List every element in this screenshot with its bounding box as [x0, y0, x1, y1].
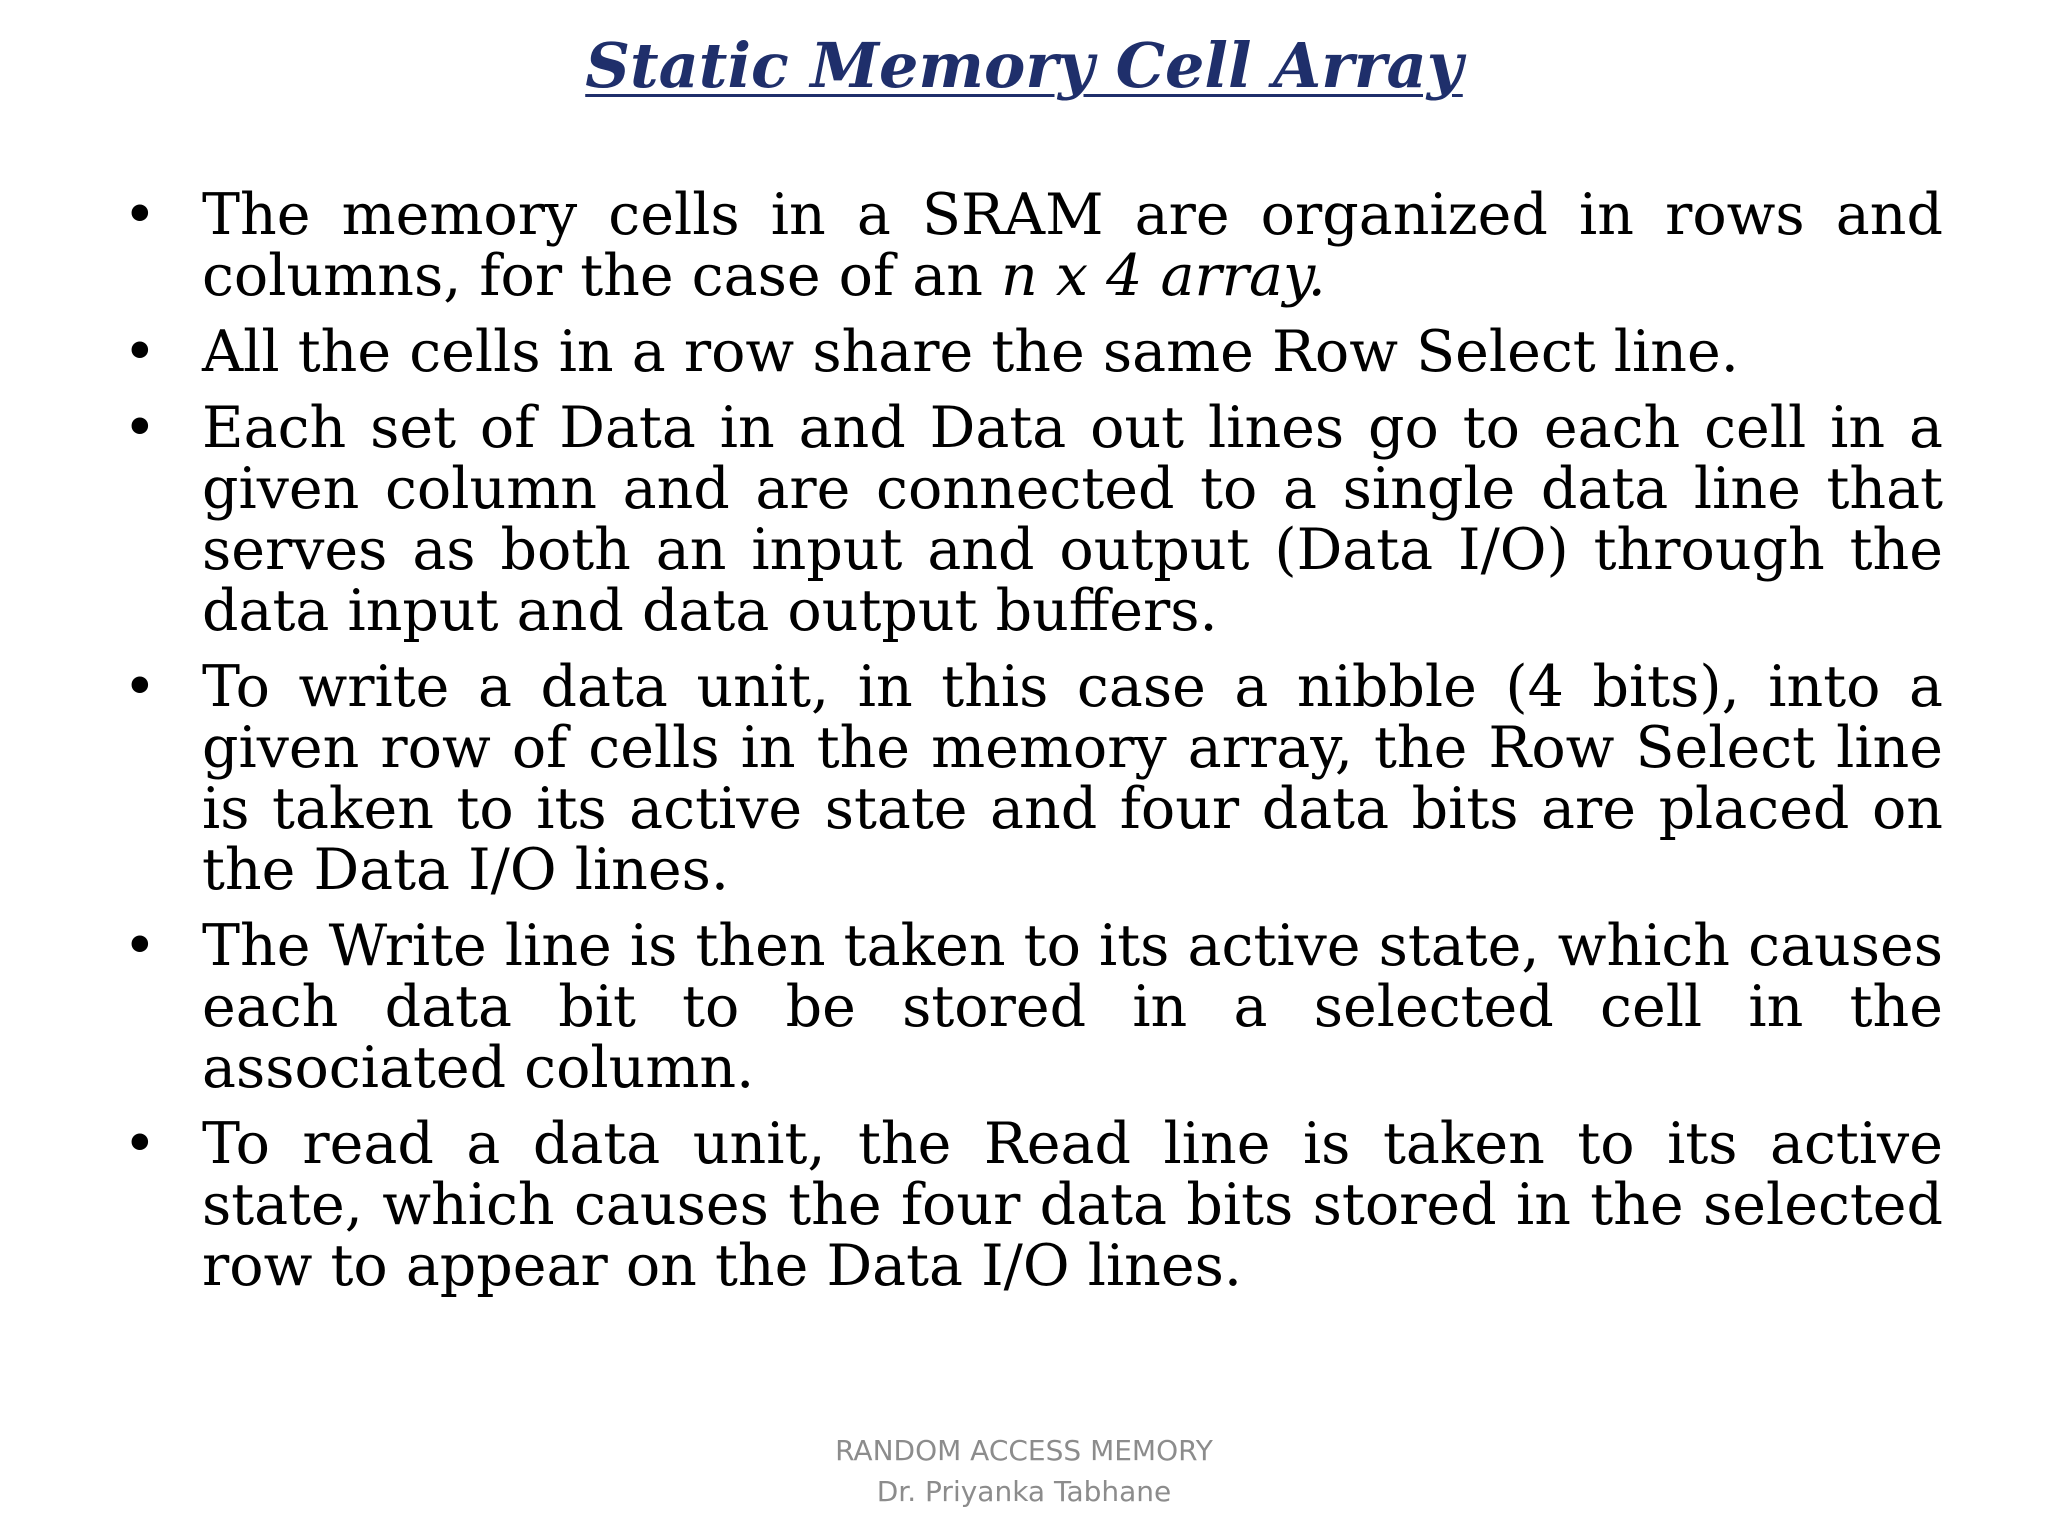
bullet-text: All the cells in a row share the same Row Select line.: [202, 319, 1739, 385]
bullet-icon: •: [123, 395, 157, 461]
bullet-text: The Write line is then taken to its active state, which causes each data bit to be stored in a selected cell in the associated column.: [202, 913, 1943, 1101]
bullet-text: The memory cells in a SRAM are organized in rows and columns, for the case of an: [202, 182, 1943, 309]
bullet-icon: •: [123, 182, 157, 248]
bullet-icon: •: [123, 319, 157, 385]
bullet-list: [123, 182, 1943, 1312]
bullet-text: To write a data unit, in this case a nibble (4 bits), into a given row of cells in the memory array, the Row Select line is taken to its active state and four data bits are placed on the Data I/O lines.: [202, 654, 1943, 903]
bullet-emphasis: n x 4 array.: [1001, 243, 1326, 309]
slide-title: Static Memory Cell Array: [585, 29, 1463, 102]
bullet-item-read-data-unit: [123, 1111, 1943, 1299]
footer-author: Dr. Priyanka Tabhane: [876, 1475, 1172, 1508]
bullet-icon: •: [123, 1111, 157, 1177]
bullet-text: Each set of Data in and Data out lines go to each cell in a given column and are connected to a single data line that serves as both an input and output (Data I/O) through the data input and data output buffers.: [202, 395, 1943, 644]
bullet-item-sram-organization: [123, 182, 1943, 309]
bullet-text: To read a data unit, the Read line is taken to its active state, which causes the four data bits stored in the selected row to appear on the Data I/O lines.: [202, 1111, 1943, 1299]
bullet-icon: •: [123, 913, 157, 979]
footer-topic: RANDOM ACCESS MEMORY: [835, 1434, 1213, 1467]
bullet-icon: •: [123, 654, 157, 720]
bullet-item-data-io: [123, 395, 1943, 644]
bullet-item-row-select: [123, 319, 1943, 385]
bullet-item-write-line: [123, 913, 1943, 1101]
bullet-item-write-data-unit: [123, 654, 1943, 903]
